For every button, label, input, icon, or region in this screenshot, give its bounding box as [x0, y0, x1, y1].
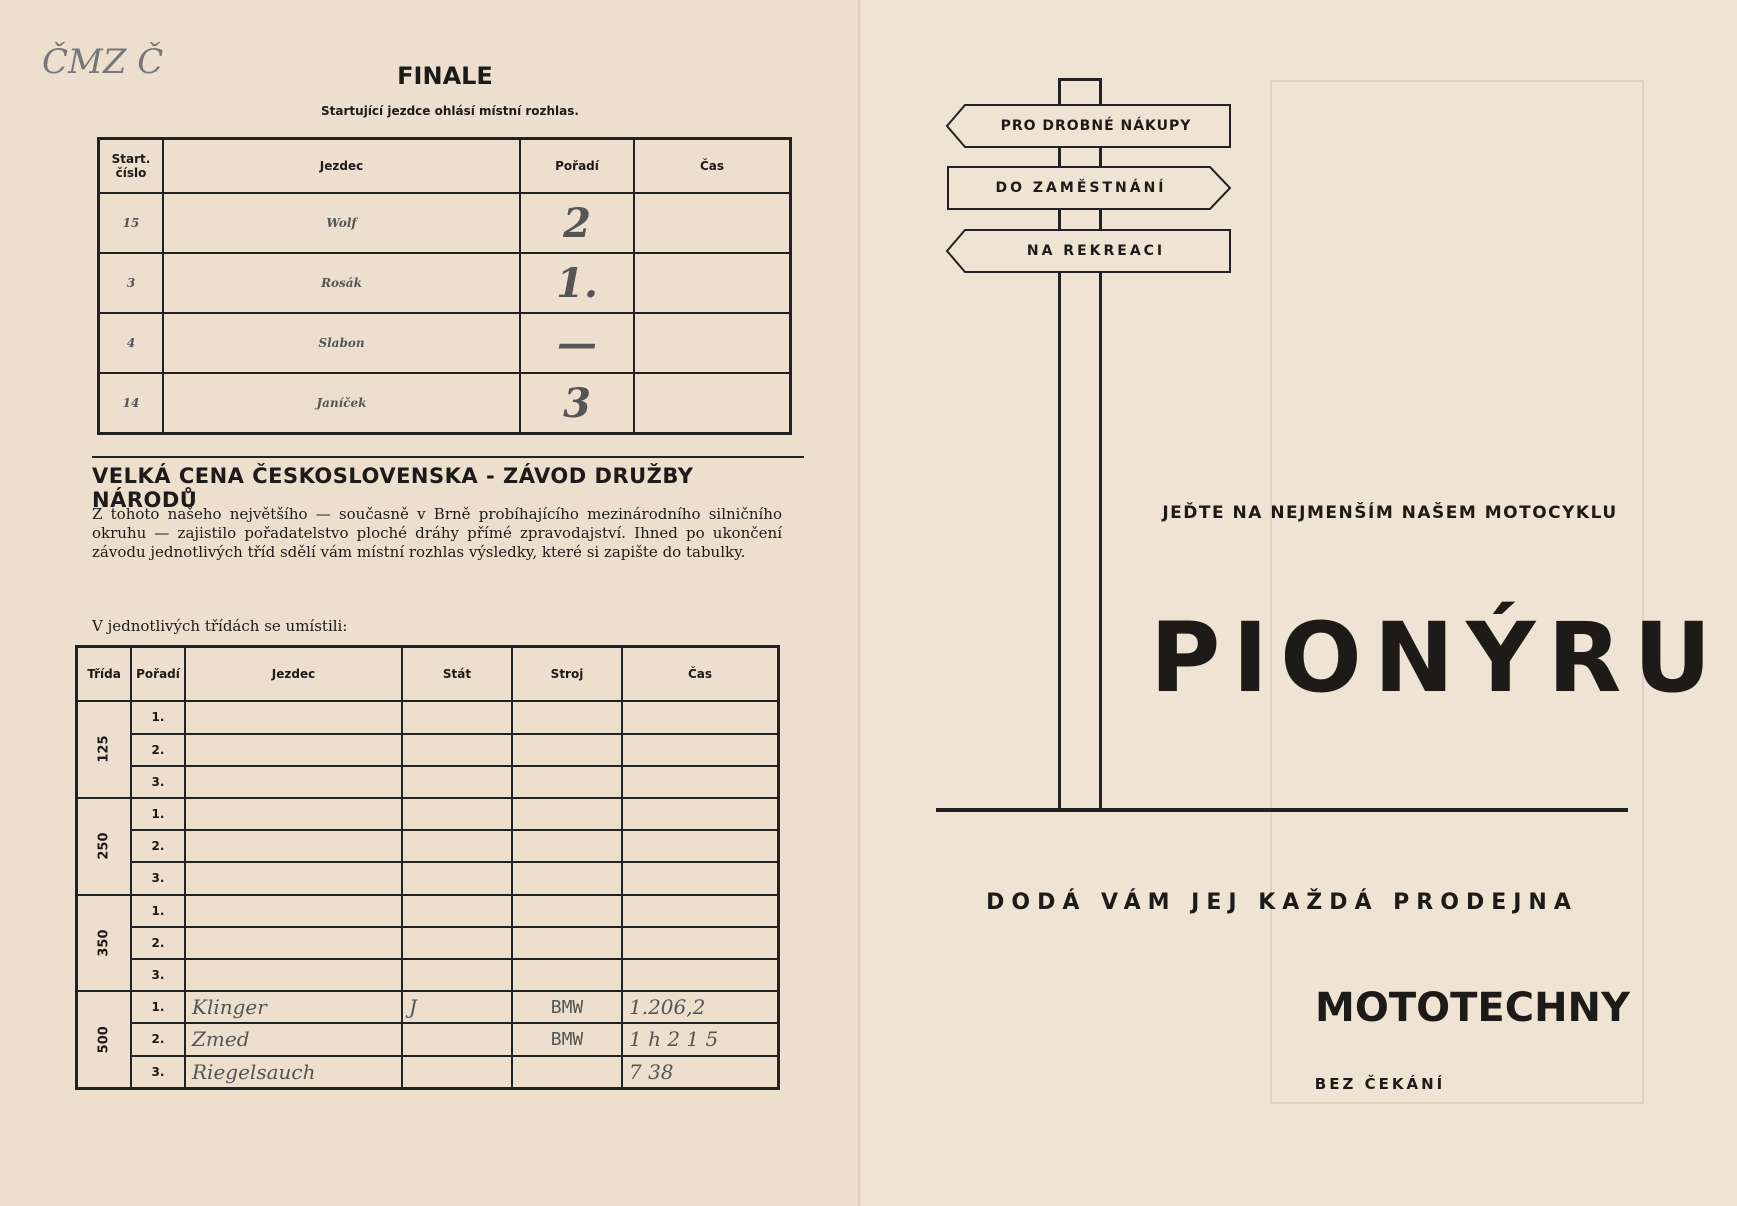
position: 2. [131, 927, 185, 959]
sign-work: DO ZAMĚSTNÁNÍ [995, 180, 1167, 196]
table-row [77, 991, 779, 1023]
position: 3. [131, 959, 185, 991]
time: 1 h 2 1 5 [622, 1023, 779, 1055]
table-row [99, 253, 791, 313]
position: 3 [520, 373, 634, 434]
grand-prix-subtitle: V jednotlivých třídách se umístili: [92, 617, 348, 635]
machine: BMW [512, 991, 622, 1023]
rider-cell [185, 766, 402, 798]
machine-cell [512, 862, 622, 894]
col-position: Pořadí [131, 647, 185, 702]
rider-name: Wolf [163, 193, 520, 253]
position: 3. [131, 862, 185, 894]
time-cell [622, 701, 779, 733]
start-number: 15 [99, 193, 164, 253]
state-cell [402, 927, 512, 959]
col-time: Čas [622, 647, 779, 702]
grand-prix-text: Z tohoto našeho největšího — současně v Brně probíhajícího mezinárodního silničního okruhu — zajistilo pořadatelstvo ploché dráhy přímé zpravodajství. Ihned po ukončení závodu jednotlivých tříd sdělí vám místní rozhlas výsledky, které si zapište do tabulky. [92, 505, 782, 561]
machine-cell [512, 895, 622, 927]
position: 2 [520, 193, 634, 253]
state-cell [402, 734, 512, 766]
rider-cell [185, 895, 402, 927]
col-rider: Jezdec [163, 139, 520, 194]
class-label: 125 [77, 701, 132, 798]
rider-cell [185, 862, 402, 894]
time [634, 373, 791, 434]
col-start-number: Start. číslo [99, 139, 164, 194]
rider-cell [185, 830, 402, 862]
time-cell [622, 959, 779, 991]
table-row [77, 1056, 779, 1089]
show-through-ghost-print [1270, 80, 1644, 1104]
state-cell [402, 798, 512, 830]
time-cell [622, 830, 779, 862]
position: 3. [131, 1056, 185, 1089]
sign-shopping: PRO DROBNÉ NÁKUPY [1000, 118, 1192, 134]
col-class: Třída [77, 647, 132, 702]
machine-cell [512, 734, 622, 766]
position: 1. [131, 798, 185, 830]
position: 3. [131, 766, 185, 798]
machine [512, 1056, 622, 1089]
table-row [77, 862, 779, 894]
start-number: 3 [99, 253, 164, 313]
slogan: JEĎTE NA NEJMENŠÍM NAŠEM MOTOCYKLU [1162, 503, 1618, 523]
finale-title: FINALE [397, 62, 493, 90]
state-cell [402, 895, 512, 927]
dealer-name: MOTOTECHNY [1315, 985, 1630, 1031]
start-number: 14 [99, 373, 164, 434]
position: 1. [131, 991, 185, 1023]
grand-prix-title: VELKÁ CENA ČESKOSLOVENSKA - ZÁVOD DRUŽBY NÁRODŮ [92, 456, 804, 512]
machine-cell [512, 830, 622, 862]
class-label: 500 [77, 991, 132, 1088]
rider-name: Zmed [185, 1023, 402, 1055]
state-cell [402, 959, 512, 991]
rider-name: Rosák [163, 253, 520, 313]
table-row [77, 895, 779, 927]
state: J [402, 991, 512, 1023]
class-results-table [75, 645, 780, 1090]
state-cell [402, 701, 512, 733]
table-row [77, 1023, 779, 1055]
table-row [99, 313, 791, 373]
position: 1. [520, 253, 634, 313]
no-wait-label: BEZ ČEKÁNÍ [1314, 1075, 1446, 1093]
table-row [99, 373, 791, 434]
state-cell [402, 862, 512, 894]
table-row [77, 830, 779, 862]
table-row [77, 701, 779, 733]
state-cell [402, 830, 512, 862]
state-cell [402, 766, 512, 798]
col-state: Stát [402, 647, 512, 702]
table-row [77, 734, 779, 766]
corner-note: ČMZ Č [42, 42, 164, 82]
col-machine: Stroj [512, 647, 622, 702]
brand-name: PIONÝRU [1150, 602, 1724, 714]
rider-name: Janíček [163, 373, 520, 434]
position: 2. [131, 1023, 185, 1055]
col-time: Čas [634, 139, 791, 194]
col-rider: Jezdec [185, 647, 402, 702]
rider-cell [185, 701, 402, 733]
table-row [77, 798, 779, 830]
position: 1. [131, 701, 185, 733]
table-row [99, 193, 791, 253]
table-row [77, 959, 779, 991]
rider-cell [185, 927, 402, 959]
rider-name: Riegelsauch [185, 1056, 402, 1089]
machine-cell [512, 701, 622, 733]
machine-cell [512, 927, 622, 959]
col-position: Pořadí [520, 139, 634, 194]
time-cell [622, 766, 779, 798]
state [402, 1056, 512, 1089]
table-row [77, 927, 779, 959]
time-cell [622, 862, 779, 894]
time [634, 253, 791, 313]
rider-name: Slabon [163, 313, 520, 373]
class-label: 350 [77, 895, 132, 992]
position: 1. [131, 895, 185, 927]
position: 2. [131, 830, 185, 862]
machine: BMW [512, 1023, 622, 1055]
rider-name: Klinger [185, 991, 402, 1023]
time-cell [622, 798, 779, 830]
start-number: 4 [99, 313, 164, 373]
sign-recreation: NA REKREACI [1026, 243, 1166, 259]
finale-header-row [99, 139, 791, 194]
dealer-line: DODÁ VÁM JEJ KAŽDÁ PRODEJNA [986, 890, 1578, 915]
state [402, 1023, 512, 1055]
time-cell [622, 895, 779, 927]
left-page [0, 0, 860, 1206]
time-cell [622, 734, 779, 766]
table-row [77, 766, 779, 798]
rider-cell [185, 798, 402, 830]
rider-cell [185, 959, 402, 991]
finale-table [97, 137, 792, 435]
time: 7 38 [622, 1056, 779, 1089]
machine-cell [512, 766, 622, 798]
time-cell [622, 927, 779, 959]
time [634, 313, 791, 373]
ground-line [936, 808, 1628, 812]
time [634, 193, 791, 253]
position: 2. [131, 734, 185, 766]
position: — [520, 313, 634, 373]
finale-subtitle: Startující jezdce ohlásí místní rozhlas. [321, 104, 579, 118]
machine-cell [512, 959, 622, 991]
results-header-row [77, 647, 779, 702]
machine-cell [512, 798, 622, 830]
class-label: 250 [77, 798, 132, 895]
rider-cell [185, 734, 402, 766]
time: 1.206,2 [622, 991, 779, 1023]
